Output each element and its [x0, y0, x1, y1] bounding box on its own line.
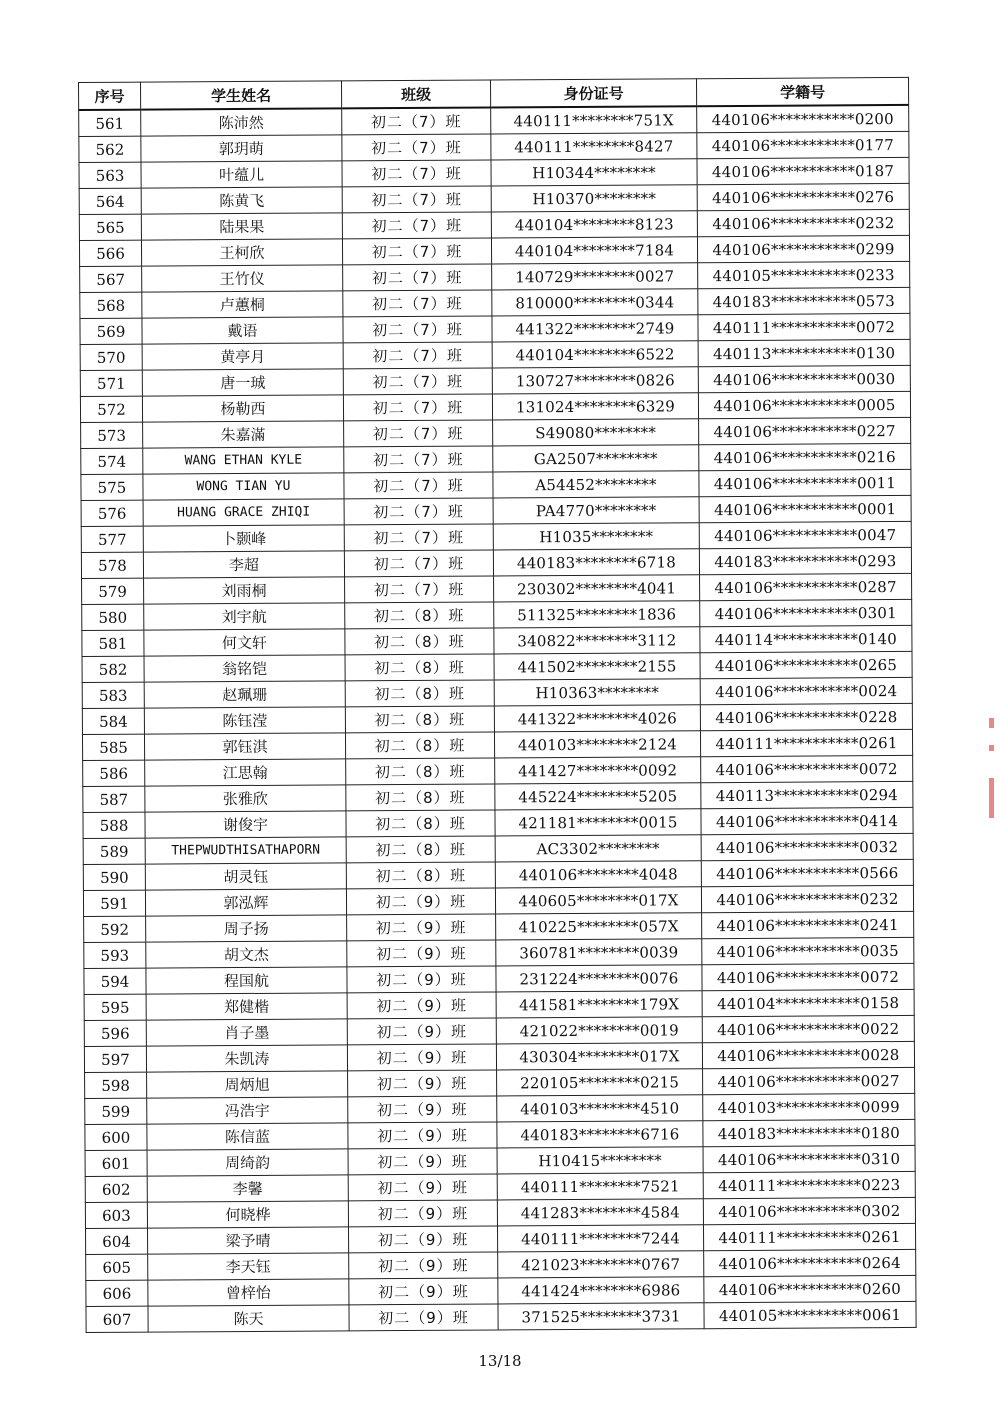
class-cell: 初二（8）班: [345, 654, 494, 681]
serial-number-cell: 602: [85, 1176, 147, 1202]
registration-number-cell: 440106***********0035: [702, 937, 914, 964]
student-name-cell: WONG TIAN YU: [143, 473, 344, 500]
registration-number-cell: 440106***********0299: [697, 235, 909, 262]
student-name-cell: 叶蕴儿: [141, 161, 342, 188]
serial-number-cell: 561: [79, 110, 141, 137]
serial-number-cell: 593: [84, 942, 146, 968]
student-name-cell: 陆果果: [141, 213, 342, 240]
id-number-cell: PA4770********: [493, 497, 699, 524]
scan-edge-mark: [989, 778, 994, 818]
student-name-cell: 谢俊宇: [145, 811, 346, 838]
class-cell: 初二（9）班: [348, 1174, 497, 1201]
class-cell: 初二（8）班: [345, 732, 494, 759]
registration-number-cell: 440106***********0414: [701, 807, 913, 834]
registration-number-cell: 440106***********0227: [699, 417, 911, 444]
registration-number-cell: 440106***********0260: [704, 1275, 916, 1302]
id-number-cell: 441424********6986: [498, 1277, 704, 1304]
class-cell: 初二（9）班: [347, 1018, 496, 1045]
registration-number-cell: 440106***********0011: [699, 469, 911, 496]
id-number-cell: 230302********4041: [494, 575, 700, 602]
class-cell: 初二（9）班: [348, 1096, 497, 1123]
class-cell: 初二（8）班: [346, 758, 495, 785]
id-number-cell: 440104********8123: [491, 211, 697, 238]
header-serial-number: 序号: [79, 82, 141, 110]
class-cell: 初二（7）班: [345, 576, 494, 603]
class-cell: 初二（9）班: [346, 888, 495, 915]
class-cell: 初二（9）班: [347, 992, 496, 1019]
student-name-cell: 肖子墨: [146, 1019, 347, 1046]
class-cell: 初二（9）班: [348, 1070, 497, 1097]
student-name-cell: 周子扬: [146, 915, 347, 942]
serial-number-cell: 592: [84, 916, 146, 942]
student-name-cell: 杨勒西: [142, 395, 343, 422]
class-cell: 初二（7）班: [343, 394, 492, 421]
registration-number-cell: 440106***********0072: [701, 755, 913, 782]
scan-edge-mark: [989, 745, 994, 751]
class-cell: 初二（7）班: [342, 134, 491, 161]
registration-number-cell: 440106***********0032: [701, 833, 913, 860]
registration-number-cell: 440106***********0301: [700, 599, 912, 626]
serial-number-cell: 600: [85, 1124, 147, 1150]
student-name-cell: 陈信蓝: [147, 1123, 348, 1150]
id-number-cell: 440103********2124: [494, 731, 700, 758]
class-cell: 初二（7）班: [342, 186, 491, 213]
student-name-cell: 郭钰淇: [144, 733, 345, 760]
serial-number-cell: 597: [84, 1046, 146, 1072]
registration-number-cell: 440106***********0264: [704, 1249, 916, 1276]
serial-number-cell: 562: [79, 136, 141, 162]
student-name-cell: 王柯欣: [141, 239, 342, 266]
student-name-cell: 梁予晴: [148, 1227, 349, 1254]
registration-number-cell: 440106***********0232: [701, 885, 913, 912]
registration-number-cell: 440106***********0216: [699, 443, 911, 470]
serial-number-cell: 587: [83, 786, 145, 812]
id-number-cell: 441427********0092: [495, 757, 701, 784]
serial-number-cell: 572: [80, 396, 142, 422]
registration-number-cell: 440106***********0030: [698, 365, 910, 392]
id-number-cell: H10344********: [491, 159, 697, 186]
student-name-cell: 何文轩: [144, 629, 345, 656]
registration-number-cell: 440113***********0130: [698, 339, 910, 366]
id-number-cell: 441502********2155: [494, 653, 700, 680]
serial-number-cell: 565: [79, 214, 141, 240]
serial-number-cell: 568: [80, 292, 142, 318]
serial-number-cell: 595: [84, 994, 146, 1020]
serial-number-cell: 601: [85, 1150, 147, 1176]
student-name-cell: 刘雨桐: [144, 577, 345, 604]
class-cell: 初二（8）班: [346, 810, 495, 837]
student-name-cell: 赵珮珊: [144, 681, 345, 708]
student-name-cell: 郑健楷: [146, 993, 347, 1020]
registration-number-cell: 440111***********0072: [698, 313, 910, 340]
id-number-cell: AC3302********: [495, 835, 701, 862]
serial-number-cell: 571: [80, 370, 142, 396]
id-number-cell: 441283********4584: [497, 1199, 703, 1226]
student-name-cell: 冯浩宇: [147, 1097, 348, 1124]
id-number-cell: H10370********: [491, 185, 697, 212]
class-cell: 初二（9）班: [347, 940, 496, 967]
registration-number-cell: 440106***********0022: [702, 1015, 914, 1042]
class-cell: 初二（8）班: [345, 706, 494, 733]
class-cell: 初二（9）班: [348, 1148, 497, 1175]
registration-number-cell: 440105***********0061: [704, 1301, 916, 1328]
id-number-cell: 440111********7244: [497, 1225, 703, 1252]
registration-number-cell: 440106***********0276: [697, 183, 909, 210]
id-number-cell: 360781********0039: [496, 939, 702, 966]
registration-number-cell: 440106***********0047: [699, 521, 911, 548]
registration-number-cell: 440105***********0233: [698, 261, 910, 288]
serial-number-cell: 579: [82, 578, 144, 604]
id-number-cell: 441581********179X: [496, 991, 702, 1018]
class-cell: 初二（7）班: [344, 420, 493, 447]
id-number-cell: 440103********4510: [497, 1095, 703, 1122]
id-number-cell: 441322********2749: [492, 315, 698, 342]
serial-number-cell: 603: [85, 1202, 147, 1228]
registration-number-cell: 440106***********0232: [697, 209, 909, 236]
student-roster-table: [78, 77, 917, 1333]
registration-number-cell: 440111***********0261: [703, 1223, 915, 1250]
class-cell: 初二（8）班: [345, 628, 494, 655]
serial-number-cell: 598: [85, 1072, 147, 1098]
id-number-cell: 410225********057X: [496, 913, 702, 940]
class-cell: 初二（9）班: [349, 1278, 498, 1305]
serial-number-cell: 599: [85, 1098, 147, 1124]
class-cell: 初二（9）班: [348, 1122, 497, 1149]
registration-number-cell: 440106***********0001: [699, 495, 911, 522]
registration-number-cell: 440106***********0228: [700, 703, 912, 730]
student-name-cell: 江思翰: [145, 759, 346, 786]
class-cell: 初二（7）班: [344, 446, 493, 473]
id-number-cell: 140729********0027: [492, 263, 698, 290]
id-number-cell: S49080********: [493, 419, 699, 446]
id-number-cell: 511325********1836: [494, 601, 700, 628]
registration-number-cell: 440106***********0241: [702, 911, 914, 938]
registration-number-cell: 440106***********0287: [700, 573, 912, 600]
student-name-cell: 黄亭月: [142, 343, 343, 370]
class-cell: 初二（8）班: [346, 784, 495, 811]
serial-number-cell: 580: [82, 604, 144, 630]
class-cell: 初二（7）班: [342, 212, 491, 239]
registration-number-cell: 440104***********0158: [702, 989, 914, 1016]
student-name-cell: 陈钰滢: [144, 707, 345, 734]
student-name-cell: 陈沛然: [141, 108, 342, 136]
class-cell: 初二（7）班: [344, 472, 493, 499]
registration-number-cell: 440114***********0140: [700, 625, 912, 652]
serial-number-cell: 564: [79, 188, 141, 214]
class-cell: 初二（9）班: [349, 1304, 498, 1331]
student-name-cell: 王竹仪: [142, 265, 343, 292]
registration-number-cell: 440106***********0310: [703, 1145, 915, 1172]
registration-number-cell: 440183***********0573: [698, 287, 910, 314]
serial-number-cell: 590: [83, 864, 145, 890]
registration-number-cell: 440183***********0293: [699, 547, 911, 574]
serial-number-cell: 574: [81, 448, 143, 474]
serial-number-cell: 581: [82, 630, 144, 656]
id-number-cell: 440106********4048: [495, 861, 701, 888]
student-name-cell: 周绮韵: [147, 1149, 348, 1176]
serial-number-cell: 588: [83, 812, 145, 838]
class-cell: 初二（7）班: [343, 264, 492, 291]
serial-number-cell: 582: [82, 656, 144, 682]
id-number-cell: 440111********7521: [497, 1173, 703, 1200]
serial-number-cell: 569: [80, 318, 142, 344]
serial-number-cell: 578: [81, 552, 143, 578]
serial-number-cell: 567: [80, 266, 142, 292]
student-name-cell: 胡灵钰: [145, 863, 346, 890]
class-cell: 初二（8）班: [346, 862, 495, 889]
student-name-cell: 李天钰: [148, 1253, 349, 1280]
id-number-cell: 445224********5205: [495, 783, 701, 810]
id-number-cell: 440104********6522: [492, 341, 698, 368]
student-name-cell: 周炳旭: [147, 1071, 348, 1098]
registration-number-cell: 440111***********0223: [703, 1171, 915, 1198]
registration-number-cell: 440106***********0028: [702, 1041, 914, 1068]
scan-edge-mark: [989, 718, 994, 728]
id-number-cell: 430304********017X: [496, 1043, 702, 1070]
class-cell: 初二（7）班: [344, 524, 493, 551]
registration-number-cell: 440106***********0265: [700, 651, 912, 678]
class-cell: 初二（7）班: [342, 160, 491, 187]
class-cell: 初二（9）班: [347, 914, 496, 941]
serial-number-cell: 594: [84, 968, 146, 994]
student-name-cell: 曾梓怡: [148, 1279, 349, 1306]
id-number-cell: 440111********751X: [491, 106, 697, 134]
registration-number-cell: 440111***********0261: [700, 729, 912, 756]
id-number-cell: GA2507********: [493, 445, 699, 472]
class-cell: 初二（7）班: [343, 290, 492, 317]
id-number-cell: 440605********017X: [495, 887, 701, 914]
registration-number-cell: 440106***********0177: [697, 131, 909, 158]
id-number-cell: 440104********7184: [491, 237, 697, 264]
id-number-cell: 371525********3731: [498, 1303, 704, 1330]
registration-number-cell: 440106***********0187: [697, 157, 909, 184]
student-name-cell: 刘宇航: [144, 603, 345, 630]
registration-number-cell: 440106***********0566: [701, 859, 913, 886]
class-cell: 初二（7）班: [344, 498, 493, 525]
registration-number-cell: 440106***********0027: [703, 1067, 915, 1094]
id-number-cell: 440183********6716: [497, 1121, 703, 1148]
serial-number-cell: 563: [79, 162, 141, 188]
id-number-cell: H1035********: [493, 523, 699, 550]
id-number-cell: H10363********: [494, 679, 700, 706]
class-cell: 初二（7）班: [342, 238, 491, 265]
class-cell: 初二（7）班: [343, 316, 492, 343]
serial-number-cell: 566: [79, 240, 141, 266]
class-cell: 初二（8）班: [346, 836, 495, 863]
student-name-cell: 翁铭铠: [144, 655, 345, 682]
table-body: [79, 105, 916, 1333]
registration-number-cell: 440106***********0072: [702, 963, 914, 990]
serial-number-cell: 589: [83, 838, 145, 864]
student-name-cell: HUANG GRACE ZHIQI: [143, 499, 344, 526]
student-name-cell: 李超: [143, 551, 344, 578]
serial-number-cell: 576: [81, 500, 143, 526]
student-name-cell: 卜颢峰: [143, 525, 344, 552]
serial-number-cell: 596: [84, 1020, 146, 1046]
student-name-cell: 李馨: [147, 1175, 348, 1202]
id-number-cell: 131024********6329: [492, 393, 698, 420]
serial-number-cell: 570: [80, 344, 142, 370]
serial-number-cell: 607: [86, 1306, 148, 1332]
student-name-cell: 陈黄飞: [141, 187, 342, 214]
id-number-cell: 220105********0215: [497, 1069, 703, 1096]
header-class: 班级: [341, 80, 490, 108]
id-number-cell: 130727********0826: [492, 367, 698, 394]
class-cell: 初二（7）班: [342, 107, 491, 134]
student-name-cell: 程国航: [146, 967, 347, 994]
serial-number-cell: 573: [81, 422, 143, 448]
id-number-cell: 421181********0015: [495, 809, 701, 836]
student-name-cell: 张雅欣: [145, 785, 346, 812]
header-student-registration-number: 学籍号: [696, 77, 908, 106]
student-name-cell: 郭泓辉: [145, 889, 346, 916]
registration-number-cell: 440183***********0180: [703, 1119, 915, 1146]
class-cell: 初二（9）班: [347, 1044, 496, 1071]
id-number-cell: A54452********: [493, 471, 699, 498]
id-number-cell: 421023********0767: [498, 1251, 704, 1278]
class-cell: 初二（8）班: [345, 680, 494, 707]
serial-number-cell: 604: [86, 1228, 148, 1254]
class-cell: 初二（8）班: [345, 602, 494, 629]
serial-number-cell: 605: [86, 1254, 148, 1280]
student-name-cell: 朱凯涛: [146, 1045, 347, 1072]
serial-number-cell: 586: [83, 760, 145, 786]
class-cell: 初二（9）班: [348, 1226, 497, 1253]
student-name-cell: 朱嘉滿: [143, 421, 344, 448]
student-name-cell: THEPWUDTHISATHAPORN: [145, 837, 346, 864]
id-number-cell: 440111********8427: [491, 133, 697, 160]
registration-number-cell: 440103***********0099: [703, 1093, 915, 1120]
student-name-cell: 戴语: [142, 317, 343, 344]
header-student-name: 学生姓名: [141, 81, 342, 110]
serial-number-cell: 585: [82, 734, 144, 760]
id-number-cell: 810000********0344: [492, 289, 698, 316]
registration-number-cell: 440106***********0302: [703, 1197, 915, 1224]
serial-number-cell: 583: [82, 682, 144, 708]
student-name-cell: 唐一珹: [142, 369, 343, 396]
registration-number-cell: 440106***********0005: [698, 391, 910, 418]
registration-number-cell: 440113***********0294: [701, 781, 913, 808]
student-name-cell: 何晓桦: [147, 1201, 348, 1228]
serial-number-cell: 606: [86, 1280, 148, 1306]
id-number-cell: 440183********6718: [493, 549, 699, 576]
id-number-cell: H10415********: [497, 1147, 703, 1174]
id-number-cell: 441322********4026: [494, 705, 700, 732]
class-cell: 初二（7）班: [343, 342, 492, 369]
student-name-cell: 卢蕙桐: [142, 291, 343, 318]
student-name-cell: 陈天: [148, 1305, 349, 1332]
registration-number-cell: 440106***********0024: [700, 677, 912, 704]
serial-number-cell: 591: [83, 890, 145, 916]
page-number: 13/18: [478, 1352, 522, 1370]
student-name-cell: 郭玥萌: [141, 135, 342, 162]
class-cell: 初二（9）班: [347, 966, 496, 993]
student-name-cell: 胡文杰: [146, 941, 347, 968]
id-number-cell: 340822********3112: [494, 627, 700, 654]
serial-number-cell: 584: [82, 708, 144, 734]
registration-number-cell: 440106***********0200: [697, 105, 909, 133]
id-number-cell: 231224********0076: [496, 965, 702, 992]
serial-number-cell: 575: [81, 474, 143, 500]
class-cell: 初二（7）班: [343, 368, 492, 395]
table-row: [86, 1301, 916, 1332]
serial-number-cell: 577: [81, 526, 143, 552]
class-cell: 初二（9）班: [349, 1252, 498, 1279]
id-number-cell: 421022********0019: [496, 1017, 702, 1044]
header-id-number: 身份证号: [490, 79, 696, 108]
class-cell: 初二（7）班: [344, 550, 493, 577]
class-cell: 初二（9）班: [348, 1200, 497, 1227]
student-name-cell: WANG ETHAN KYLE: [143, 447, 344, 474]
